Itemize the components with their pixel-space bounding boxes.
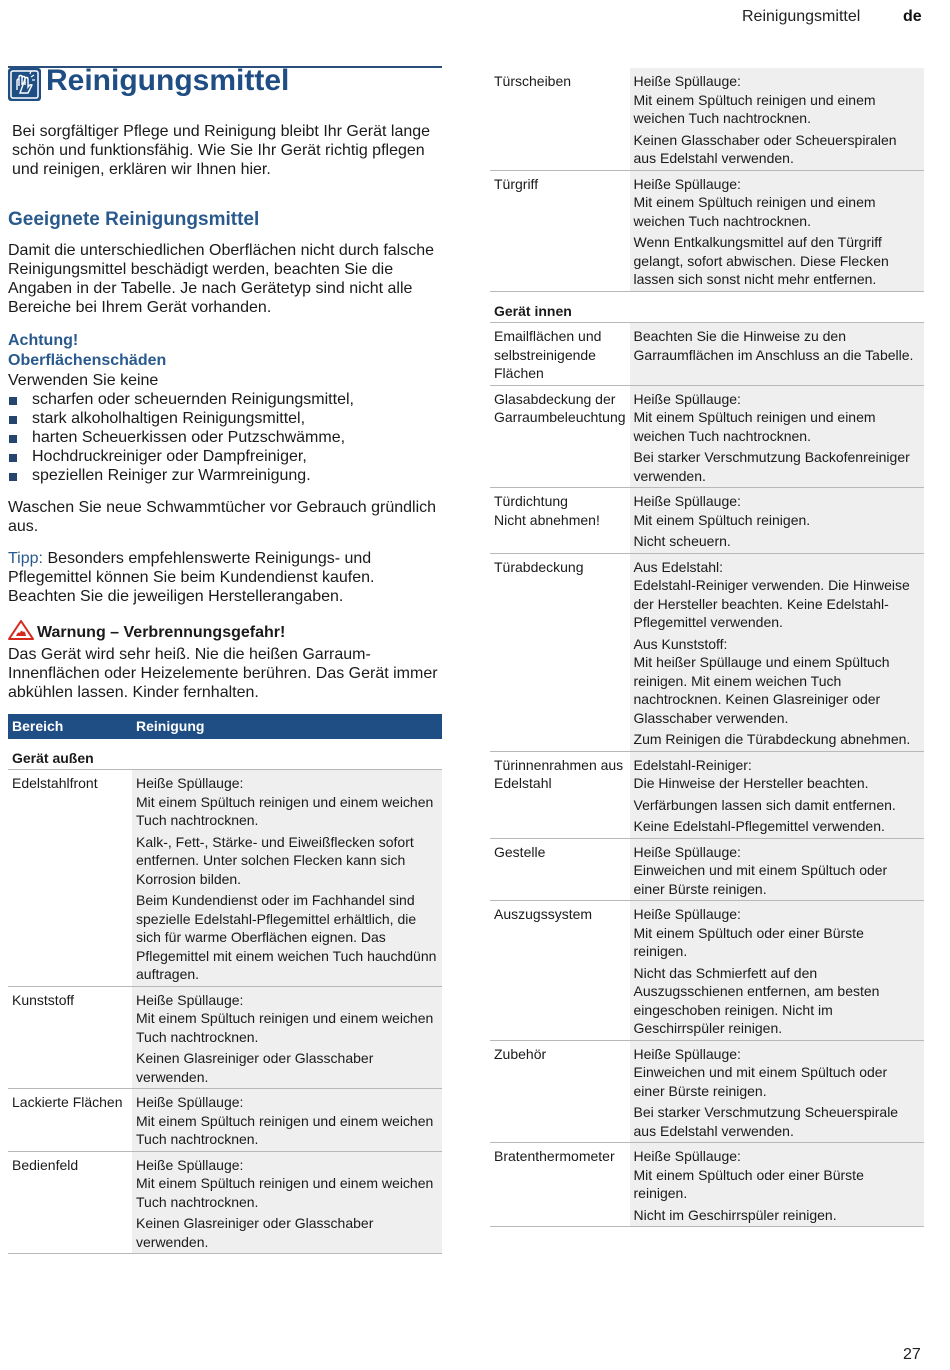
cleaning-instruction: Aus Kunststoff: Mit heißer Spüllauge und einem Spültuch reinigen. Mit einem weichen Tuch nachtrocknen. Keinen Glasreiniger oder Glasschaber verwenden. — [633, 635, 890, 726]
cleaning-instruction: Nicht das Schmierfett auf den Auszugsschienen entfernen, am besten eingeschoben reinigen. Nicht im Geschirrspüler reinigen. — [633, 964, 880, 1036]
table-cell-cleaning — [132, 986, 442, 1089]
wash-text: Waschen Sie neue Schwammtücher vor Gebrauch gründlich aus. — [8, 499, 437, 535]
table-cell-cleaning — [630, 751, 924, 838]
cleaning-hand-icon — [8, 68, 41, 101]
cleaning-instruction: Heiße Spüllauge: Mit einem Spültuch reinigen. — [633, 493, 811, 528]
table-cell-area: Türabdeckung — [490, 553, 630, 751]
table-cell-area: Bedienfeld — [8, 1151, 132, 1254]
table-cell-area: Türdichtung Nicht abnehmen! — [490, 488, 630, 554]
cleaning-instruction: Heiße Spüllauge: Mit einem Spültuch oder einer Bürste reinigen. — [633, 906, 864, 959]
cleaning-instruction: Bei starker Verschmutzung Scheuerspirale aus Edelstahl verwenden. — [633, 1104, 899, 1139]
tip-text: Besonders empfehlenswerte Reinigungs- und Pflegemittel können Sie beim Kundendienst kaufen. Beachten Sie die jeweiligen Herstellerangaben. — [8, 550, 375, 605]
cleaning-table-right — [490, 68, 924, 1227]
cleaning-instruction: Beim Kundendienst oder im Fachhandel sind spezielle Edelstahl-Pflegemittel erhältlich, die sich für warme Oberflächen eignen. Das Pflegemittel mit einem weichen Tuch hauchdünn auftragen. — [136, 892, 437, 982]
table-header-cell: Bereich — [8, 714, 132, 739]
cleaning-table — [8, 714, 442, 1254]
cleaning-table — [490, 68, 924, 1227]
tip-label: Tipp: — [8, 550, 43, 567]
cleaning-instruction: Beachten Sie die Hinweise zu den Garraumflächen im Anschluss an die Tabelle. — [633, 328, 914, 363]
table-row — [490, 488, 924, 554]
table-cell-area: Türinnenrahmen aus Edelstahl — [490, 751, 630, 838]
cleaning-instruction: Heiße Spüllauge: Mit einem Spültuch reinigen und einem weichen Tuch nachtrocknen. — [136, 1156, 434, 1210]
table-cell-cleaning — [132, 1089, 442, 1152]
list-item: scharfen oder scheuernden Reinigungsmittel, — [8, 390, 442, 409]
table-header-row — [8, 714, 442, 739]
table-cell-cleaning — [630, 901, 924, 1041]
table-cell-cleaning — [630, 323, 924, 386]
table-cell-cleaning — [630, 838, 924, 901]
table-cell-cleaning — [132, 1151, 442, 1254]
table-row — [8, 1151, 442, 1254]
cleaning-instruction: Heiße Spüllauge: Mit einem Spültuch oder einer Bürste reinigen. — [633, 1148, 864, 1201]
running-header-title: Reinigungsmittel — [742, 8, 861, 25]
table-cell-cleaning — [630, 1040, 924, 1143]
cleaning-instruction: Aus Edelstahl: Edelstahl-Reiniger verwenden. Die Hinweise der Hersteller beachten. Keine Edelstahl-Pflegemittel verwenden. — [633, 558, 910, 630]
cleaning-instruction: Heiße Spüllauge: Mit einem Spültuch reinigen und einem weichen Tuch nachtrocknen. — [633, 73, 876, 126]
table-header-cell: Reinigung — [132, 714, 442, 739]
table-section-row — [8, 739, 442, 770]
table-cell-area: Auszugssystem — [490, 901, 630, 1041]
left-column — [8, 66, 442, 702]
table-row — [8, 986, 442, 1089]
cleaning-instruction: Keinen Glasschaber oder Scheuerspiralen aus Edelstahl verwenden. — [633, 131, 897, 166]
cleaning-instruction: Keinen Glasreiniger oder Glasschaber verwenden. — [136, 1050, 374, 1085]
cleaning-instruction: Bei starker Verschmutzung Backofenreiniger verwenden. — [633, 449, 910, 484]
cleaning-instruction: Heiße Spüllauge: Mit einem Spültuch reinigen und einem weichen Tuch nachtrocknen. — [136, 1094, 434, 1147]
tip-paragraph — [8, 549, 442, 606]
cleaning-instruction: Heiße Spüllauge: Einweichen und mit einem Spültuch oder einer Bürste reinigen. — [633, 843, 888, 897]
list-item: stark alkoholhaltigen Reinigungsmittel, — [8, 409, 442, 428]
table-cell-cleaning — [630, 488, 924, 554]
warning-text: Das Gerät wird sehr heiß. Nie die heißen Garraum-Innenflächen oder Heizelemente berühren. Das Gerät immer abkühlen lassen. Kinder fernhalten. — [8, 646, 438, 701]
table-cell-area: Kunststoff — [8, 986, 132, 1089]
table-row — [490, 323, 924, 386]
table-cell-area: Gestelle — [490, 838, 630, 901]
cleaning-instruction: Kalk-, Fett-, Stärke- und Eiweißflecken sofort entfernen. Unter solchen Flecken kann sich Korrosion bilden. — [136, 833, 414, 887]
page-number: 27 — [903, 1346, 921, 1363]
cleaning-instruction: Nicht im Geschirrspüler reinigen. — [633, 1206, 837, 1223]
table-cell-area: Türscheiben — [490, 68, 630, 170]
cleaning-instruction: Verfärbungen lassen sich damit entfernen. — [633, 796, 896, 813]
table-cell-area: Lackierte Flächen — [8, 1089, 132, 1152]
caution-heading: Oberflächenschäden — [8, 352, 167, 369]
table-section-title: Gerät außen — [8, 739, 442, 770]
table-row — [490, 838, 924, 901]
section-text: Damit die unterschiedlichen Oberflächen nicht durch falsche Reinigungsmittel beschädigt werden, beachten Sie die Angaben in der Tabelle. Je nach Gerätetyp sind nicht alle Bereiche bei Ihrem Gerät vorhanden. — [8, 242, 435, 316]
cleaning-instruction: Nicht scheuern. — [633, 533, 731, 549]
table-cell-cleaning — [630, 170, 924, 291]
section-heading: Geeignete Reinigungsmittel — [8, 209, 260, 230]
table-section-row — [490, 291, 924, 323]
intro-text: Bei sorgfältiger Pflege und Reinigung bleibt Ihr Gerät lange schön und funktionsfähig. Wie Sie Ihr Gerät richtig pflegen und reinigen, erklären wir Ihnen hier. — [12, 123, 431, 178]
caution-list — [8, 390, 442, 485]
warning-triangle-icon — [8, 620, 34, 645]
table-row — [8, 770, 442, 987]
cleaning-instruction: Heiße Spüllauge: Mit einem Spültuch reinigen und einem weichen Tuch nachtrocknen. — [136, 775, 434, 828]
table-cell-cleaning — [630, 68, 924, 170]
table-cell-cleaning — [630, 385, 924, 488]
table-row — [8, 1089, 442, 1152]
caution-label: Achtung! — [8, 332, 79, 349]
cleaning-instruction: Heiße Spüllauge: Mit einem Spültuch reinigen und einem weichen Tuch nachtrocknen. — [633, 390, 876, 444]
table-cell-cleaning — [630, 1143, 924, 1227]
caution-lead: Verwenden Sie keine — [8, 372, 159, 389]
list-item: speziellen Reiniger zur Warmreinigung. — [8, 466, 442, 485]
list-item: harten Scheuerkissen oder Putzschwämme, — [8, 428, 442, 447]
table-row — [490, 901, 924, 1041]
table-cell-area: Glasabdeckung der Garraumbeleuchtung — [490, 385, 630, 488]
cleaning-instruction: Heiße Spüllauge: Mit einem Spültuch reinigen und einem weichen Tuch nachtrocknen. — [136, 991, 434, 1045]
cleaning-instruction: Keine Edelstahl-Pflegemittel verwenden. — [633, 818, 885, 834]
table-cell-area: Zubehör — [490, 1040, 630, 1143]
table-cell-area: Bratenthermometer — [490, 1143, 630, 1227]
table-row — [490, 68, 924, 170]
cleaning-table-left — [8, 714, 442, 1254]
cleaning-instruction: Edelstahl-Reiniger: Die Hinweise der Hersteller beachten. — [633, 756, 869, 791]
warning-heading — [8, 620, 442, 645]
cleaning-instruction: Keinen Glasreiniger oder Glasschaber verwenden. — [136, 1215, 374, 1250]
table-row — [490, 385, 924, 488]
table-row — [490, 1040, 924, 1143]
cleaning-instruction: Heiße Spüllauge: Einweichen und mit einem Spültuch oder einer Bürste reinigen. — [633, 1045, 888, 1099]
table-cell-cleaning — [630, 553, 924, 751]
table-section-title: Gerät innen — [490, 291, 924, 323]
cleaning-instruction: Zum Reinigen die Türabdeckung abnehmen. — [633, 731, 911, 747]
title-row — [8, 66, 442, 108]
cleaning-instruction: Heiße Spüllauge: Mit einem Spültuch reinigen und einem weichen Tuch nachtrocknen. — [633, 175, 876, 229]
page-title: Reinigungsmittel — [46, 64, 290, 97]
table-cell-area: Emailflächen und selbstreinigende Flächen — [490, 323, 630, 386]
table-cell-cleaning — [132, 770, 442, 987]
table-row — [490, 553, 924, 751]
list-item: Hochdruckreiniger oder Dampfreiniger, — [8, 447, 442, 466]
warning-title: Warnung – Verbrennungsgefahr! — [37, 623, 286, 641]
language-code: de — [903, 8, 922, 25]
table-cell-area: Edelstahlfront — [8, 770, 132, 987]
table-row — [490, 1143, 924, 1227]
cleaning-instruction: Wenn Entkalkungsmittel auf den Türgriff gelangt, sofort abwischen. Diese Flecken lassen sich sonst nicht mehr entfernen. — [633, 234, 889, 287]
table-cell-area: Türgriff — [490, 170, 630, 291]
table-row — [490, 751, 924, 838]
table-row — [490, 170, 924, 291]
